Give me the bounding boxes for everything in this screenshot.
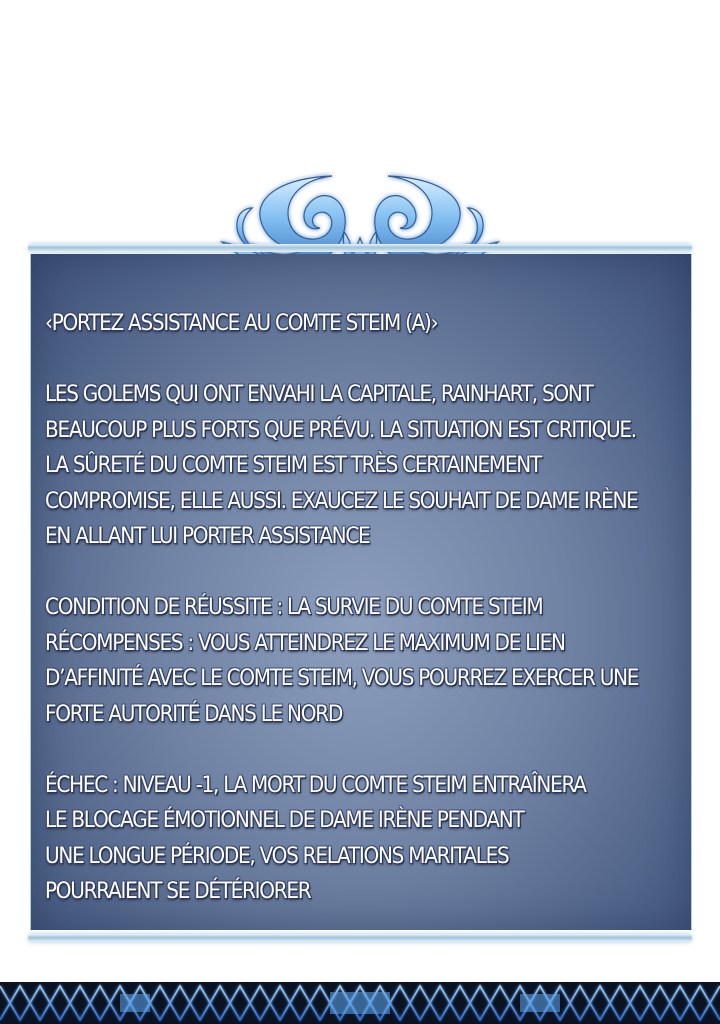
quest-failure-line: POURRAIENT SE DÉTÉRIORER [45, 879, 311, 904]
quest-failure-line: ÉCHEC : NIVEAU -1, LA MORT DU COMTE STEIM ENTRAÎNERA [45, 772, 586, 798]
quest-reward-line: D’AFFINITÉ AVEC LE COMTE STEIM, VOUS POURREZ EXERCER UNE [45, 666, 639, 691]
quest-description-line: BEAUCOUP PLUS FORTS QUE PRÉVU. LA SITUATION EST CRITIQUE. [45, 417, 636, 443]
quest-description-line: COMPROMISE, ELLE AUSSI. EXAUCEZ LE SOUHAIT DE DAME IRÈNE [45, 488, 638, 514]
quest-description-line: LES GOLEMS QUI ONT ENVAHI LA CAPITALE, RAINHART, SONT [45, 382, 593, 407]
quest-panel [30, 254, 692, 930]
quest-reward-line: FORTE AUTORITÉ DANS LE NORD [45, 701, 343, 727]
quest-window-bottom-frame [28, 934, 692, 942]
quest-description-line: LA SÛRETÉ DU COMTE STEIM EST TRÈS CERTAINEMENT [45, 453, 541, 478]
quest-text-block [45, 306, 639, 910]
quest-window-top-frame [28, 244, 692, 252]
quest-description-line: EN ALLANT LUI PORTER ASSISTANCE [45, 524, 370, 549]
quest-reward-line: RÉCOMPENSES : VOUS ATTEINDREZ LE MAXIMUM DE LIEN [45, 630, 565, 656]
quest-title: ‹PORTEZ ASSISTANCE AU COMTE STEIM (A)› [45, 311, 438, 336]
quest-failure-line: UNE LONGUE PÉRIODE, VOS RELATIONS MARITALES [45, 843, 509, 869]
quest-condition-line: CONDITION DE RÉUSSITE : LA SURVIE DU COMTE STEIM [45, 595, 543, 620]
crystal-lattice-pattern [0, 982, 720, 1024]
quest-failure-line: LE BLOCAGE ÉMOTIONNEL DE DAME IRÈNE PENDANT [45, 808, 524, 833]
quest-window [28, 244, 692, 942]
